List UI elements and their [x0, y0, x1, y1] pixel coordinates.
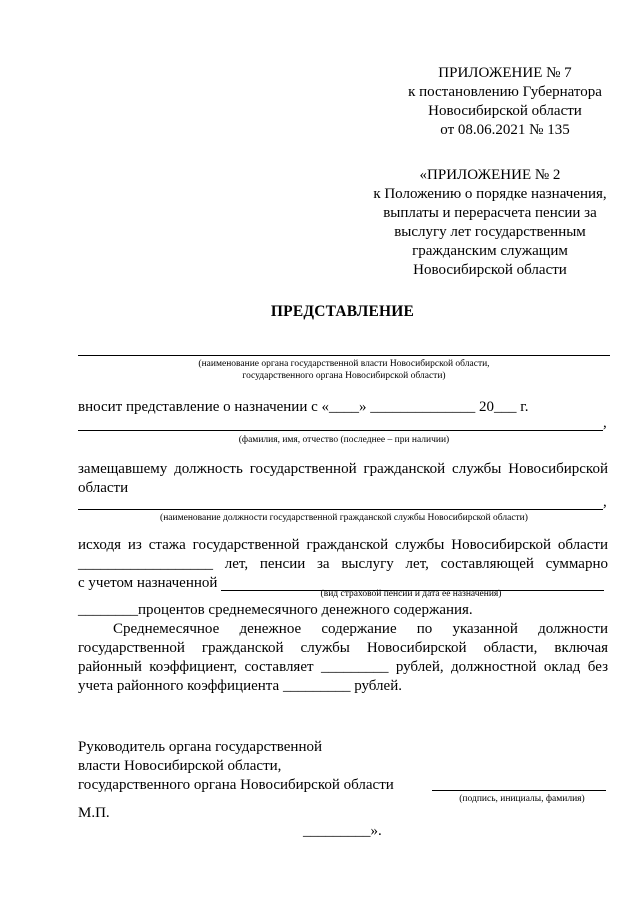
salary-line-2: государственной гражданской службы Новосибирской области, включая: [78, 640, 608, 656]
org-name-line: [78, 355, 610, 356]
appendix-2-line-2: к Положению о порядке назначения,: [373, 186, 607, 202]
org-caption-line-1: (наименование органа государственной власти Новосибирской области,: [198, 359, 490, 369]
signature-block: [78, 738, 394, 795]
position-line-1: замещавшему должность государственной гражданской службы Новосибирской: [78, 461, 608, 477]
appendix-2-line-4: выслугу лет государственным: [394, 224, 586, 240]
page-title: ПРЕДСТАВЛЕНИЕ: [270, 303, 415, 320]
signature-line-1: Руководитель органа государственной: [78, 739, 323, 755]
position-line-2: области: [78, 480, 129, 496]
appendix-2-block: [355, 166, 625, 280]
fio-comma: ,: [603, 415, 607, 431]
appendix-7-line-3: Новосибирской области: [428, 103, 582, 119]
position-name-line: [78, 509, 603, 510]
position-comma: ,: [603, 494, 607, 510]
pension-caption: (вид страховой пенсии и дата ее назначения): [320, 589, 502, 599]
appendix-7-line-4: от 08.06.2021 № 135: [440, 122, 570, 138]
signature-caption: (подпись, инициалы, фамилия): [459, 794, 585, 804]
salary-line-1: Среднемесячное денежное содержание по указанной должности: [113, 621, 608, 637]
stamp-label: М.П.: [78, 805, 110, 821]
fio-line: [78, 430, 603, 431]
fio-caption: (фамилия, имя, отчество (последнее – при наличии): [238, 435, 450, 445]
salary-line-3: районный коэффициент, составляет _________ рублей, должностной оклад без: [78, 659, 608, 675]
seniority-line-3: с учетом назначенной: [78, 575, 218, 591]
appendix-2-line-3: выплаты и перерасчета пенсии за: [383, 205, 597, 221]
salary-line-4: учета районного коэффициента _________ рублей.: [78, 678, 402, 694]
position-caption: (наименование должности государственной гражданской службы Новосибирской области): [160, 513, 528, 523]
seniority-line-2: __________________ лет, пенсии за выслугу лет, составляющей суммарно: [78, 556, 608, 572]
signature-field-line: [432, 790, 606, 791]
signature-line-2: власти Новосибирской области,: [78, 758, 282, 774]
appendix-7-block: [380, 64, 630, 140]
appendix-2-line-5: гражданским служащим: [412, 243, 568, 259]
seniority-line-1: исходя из стажа государственной гражданской службы Новосибирской области: [78, 537, 608, 553]
appendix-7-line-1: ПРИЛОЖЕНИЕ № 7: [438, 65, 572, 81]
appendix-7-line-2: к постановлению Губернатора: [408, 84, 602, 100]
signature-line-3: государственного органа Новосибирской области: [78, 777, 394, 793]
org-caption: [78, 358, 610, 382]
closing-line: _________».: [303, 823, 382, 839]
appendix-2-line-6: Новосибирской области: [413, 262, 567, 278]
appendix-2-line-1: «ПРИЛОЖЕНИЕ № 2: [419, 167, 561, 183]
percent-line: ________процентов среднемесячного денежного содержания.: [78, 602, 473, 618]
org-caption-line-2: государственного органа Новосибирской области): [242, 371, 446, 381]
submits-line: вносит представление о назначении с «____» ______________ 20___ г.: [78, 399, 529, 415]
